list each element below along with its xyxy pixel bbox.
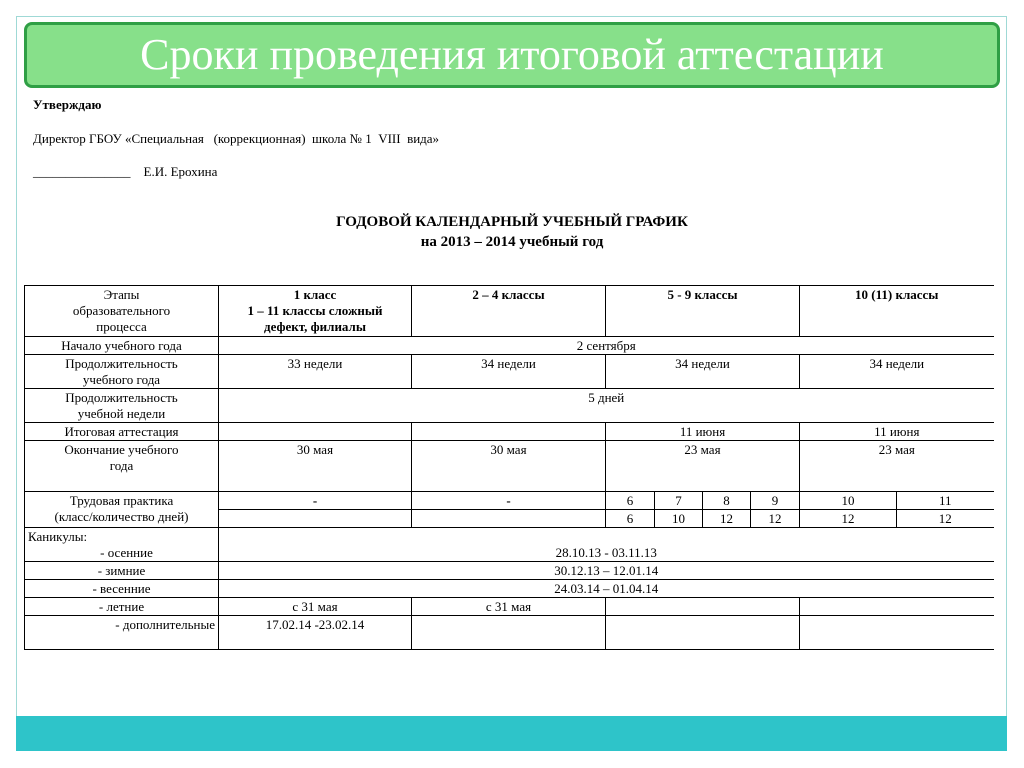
cell-week-value: 5 дней [219, 389, 994, 423]
row-label: Начало учебного года [25, 337, 219, 355]
cell: 6 [606, 492, 655, 510]
title-banner [24, 22, 1000, 88]
cell: 30 мая [219, 441, 412, 492]
approval-signature: _______________ Е.И. Ерохина [33, 164, 218, 179]
cell: 12 [751, 510, 800, 528]
cell: - [219, 492, 412, 510]
cell-autumn-value: 28.10.13 - 03.11.13 [219, 528, 994, 562]
table-row-holidays-summer [25, 598, 994, 616]
header-class1: 1 класс 1 – 11 классы сложный дефект, филиалы [219, 286, 412, 337]
cell: 34 недели [412, 355, 606, 389]
table-row-practice-classes [25, 492, 994, 510]
table-row-duration [25, 355, 994, 389]
cell: 10 [800, 492, 897, 510]
cell: 17.02.14 -23.02.14 [219, 616, 412, 650]
cell: 30 мая [412, 441, 606, 492]
row-label: Окончание учебного года [25, 441, 219, 492]
table-row-week [25, 389, 994, 423]
header-class5-9: 5 - 9 классы [606, 286, 800, 337]
cell: 34 недели [606, 355, 800, 389]
cell [800, 616, 994, 650]
cell [412, 423, 606, 441]
document-title: ГОДОВОЙ КАЛЕНДАРНЫЙ УЧЕБНЫЙ ГРАФИК [336, 214, 688, 230]
row-label: - весенние [25, 580, 219, 598]
cell: 23 мая [606, 441, 800, 492]
slide-title: Сроки проведения итоговой аттестации [140, 30, 884, 79]
cell: 11 [897, 492, 994, 510]
cell [606, 598, 800, 616]
table-row-holidays-autumn [25, 528, 994, 562]
cell [412, 510, 606, 528]
cell [219, 510, 412, 528]
cell: 11 июня [606, 423, 800, 441]
cell: 7 [655, 492, 703, 510]
holidays-heading: Каникулы: [28, 529, 88, 544]
cell: 12 [800, 510, 897, 528]
cell: 8 [703, 492, 751, 510]
cell: 6 [606, 510, 655, 528]
cell: 12 [703, 510, 751, 528]
cell [219, 423, 412, 441]
cell: с 31 мая [219, 598, 412, 616]
cell: 33 недели [219, 355, 412, 389]
cell: 23 мая [800, 441, 994, 492]
cell: 11 июня [800, 423, 994, 441]
row-label: - летние [25, 598, 219, 616]
table-row-holidays-spring [25, 580, 994, 598]
cell [412, 616, 606, 650]
row-label: - дополнительные [25, 616, 219, 650]
row-label: Продолжительность учебного года [25, 355, 219, 389]
table-row-holidays-extra [25, 616, 994, 650]
header-class2-4: 2 – 4 классы [412, 286, 606, 337]
header-stages: Этапы образовательного процесса [25, 286, 219, 337]
bottom-band [16, 716, 1007, 751]
cell: 9 [751, 492, 800, 510]
cell [800, 598, 994, 616]
approval-director: Директор ГБОУ «Специальная (коррекционная) школа № 1 VIII вида» [33, 131, 440, 146]
table-header-row [25, 286, 994, 337]
cell: 34 недели [800, 355, 994, 389]
table-row-end [25, 441, 994, 492]
cell: - [412, 492, 606, 510]
cell-winter-value: 30.12.13 – 12.01.14 [219, 562, 994, 580]
cell [606, 616, 800, 650]
cell: с 31 мая [412, 598, 606, 616]
row-label: Трудовая практика (класс/количество дней) [25, 492, 219, 528]
document-subtitle: на 2013 – 2014 учебный год [420, 234, 604, 250]
row-label: Итоговая аттестация [25, 423, 219, 441]
approval-heading: Утверждаю [33, 97, 102, 112]
table-row-start [25, 337, 994, 355]
header-class10-11: 10 (11) классы [800, 286, 994, 337]
row-label: Продолжительность учебной недели [25, 389, 219, 423]
cell: 10 [655, 510, 703, 528]
table-row-holidays-winter [25, 562, 994, 580]
cell: 12 [897, 510, 994, 528]
row-label: - зимние [25, 562, 219, 580]
table-row-attestation [25, 423, 994, 441]
schedule-table [24, 285, 994, 650]
row-label: Каникулы: - осенние [25, 528, 219, 562]
cell-start-value: 2 сентября [219, 337, 994, 355]
cell-spring-value: 24.03.14 – 01.04.14 [219, 580, 994, 598]
